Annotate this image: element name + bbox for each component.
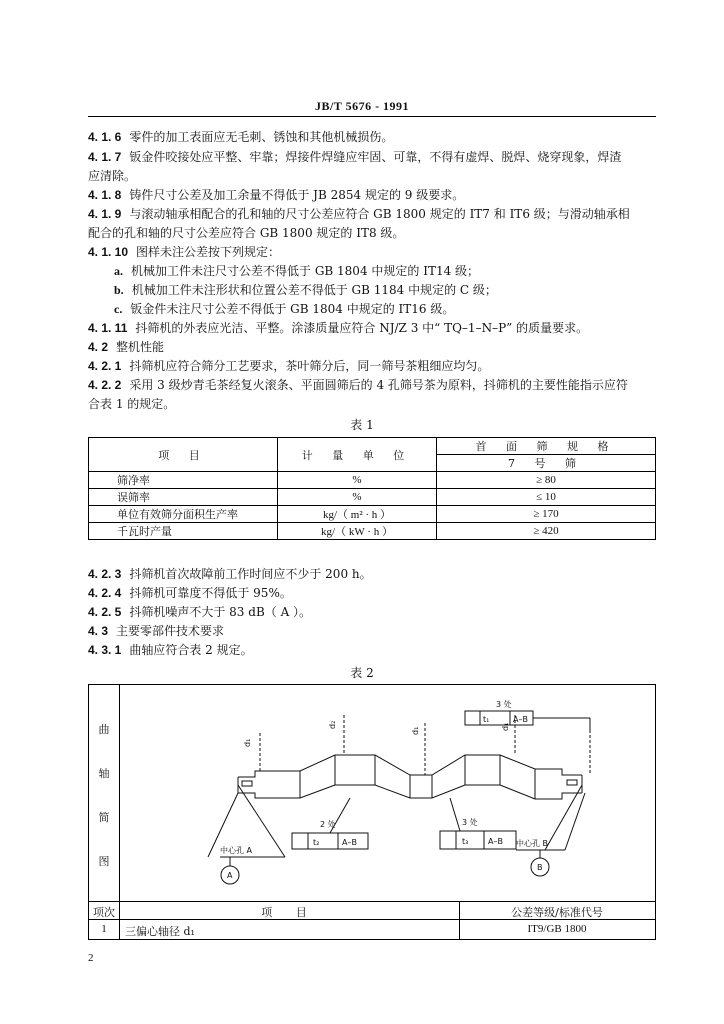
table2-side-label: 简 xyxy=(98,811,110,824)
clause-text: 曲轴应符合表 2 规定。 xyxy=(129,643,253,657)
table1-cell-item: 筛净率 xyxy=(89,472,278,489)
table2-cell-item: 三偏心轴径 d₁ xyxy=(125,925,195,938)
drawing-d1-mid: d₁ xyxy=(411,726,420,735)
item-text: 机械加工件未注尺寸公差不得低于 GB 1804 中规定的 IT14 级； xyxy=(131,264,480,278)
clause-4-1-6 xyxy=(88,128,658,148)
clause-number: 4. 1. 9 xyxy=(88,207,122,221)
table2-side-label: 图 xyxy=(98,855,110,868)
clause-text: 配合的孔和轴的尺寸公差应符合 GB 1800 规定的 IT8 级。 xyxy=(88,226,405,240)
clause-4-2-2 xyxy=(88,376,658,396)
item-text: 钣金件未注尺寸公差不得低于 GB 1804 中规定的 IT16 级。 xyxy=(130,302,455,316)
clause-4-1-10-b xyxy=(114,281,497,301)
table1-cell-unit: % xyxy=(278,472,437,489)
clause-heading: 主要零部件技术要求 xyxy=(116,624,225,638)
clause-text: 抖筛机首次故障前工作时间应不少于 200 h。 xyxy=(129,567,372,581)
clause-number: 4. 3 xyxy=(88,624,109,638)
table1-cell-unit: kg/（ m² · h ） xyxy=(278,506,437,523)
header-rule xyxy=(88,116,656,117)
tolerance-frame-mid xyxy=(440,831,516,849)
clause-text: 合表 1 的规定。 xyxy=(88,397,176,411)
clause-4-2-5 xyxy=(88,603,658,623)
clause-4-1-8 xyxy=(88,186,658,206)
clause-text: 抖筛机可靠度不得低于 95%。 xyxy=(129,586,292,600)
clause-4-2 xyxy=(88,338,658,358)
clause-text: 钣金件咬接处应平整、牢靠；焊接件焊缝应牢固、可靠，不得有虚焊、脱焊、烧穿现象，焊渣 xyxy=(129,150,622,164)
drawing-label-2loc: 2 处 xyxy=(320,820,336,829)
table1-cell-item: 误筛率 xyxy=(89,489,278,506)
table2-header-no: 项次 xyxy=(93,906,115,919)
drawing-datum-ab-mid: A–B xyxy=(488,837,503,846)
table1-header-sieve: 7 号 筛 xyxy=(437,455,656,472)
drawing-center-hole-b: 中心孔 B xyxy=(516,839,549,848)
table1 xyxy=(88,437,656,540)
document-header: JB/T 5676 - 1991 xyxy=(314,99,410,113)
drawing-tol-t3: t₃ xyxy=(462,837,469,846)
table1-cell-item: 千瓦时产量 xyxy=(89,523,278,540)
clause-text: 抖筛机应符合筛分工艺要求，茶叶筛分后，同一筛号茶粗细应均匀。 xyxy=(129,359,490,373)
clause-number: 4. 2. 5 xyxy=(88,605,122,619)
clause-number: 4. 1. 10 xyxy=(88,245,129,259)
drawing-datum-ab-top: A–B xyxy=(513,715,528,724)
clause-text: 铸件尺寸公差及加工余量不得低于 JB 2854 规定的 9 级要求。 xyxy=(129,188,465,202)
drawing-d1-right: d₁ xyxy=(501,722,510,731)
clause-4-2-4 xyxy=(88,584,658,604)
drawing-center-hole-a: 中心孔 A xyxy=(220,846,253,855)
clause-4-1-10-a xyxy=(114,262,479,282)
clause-4-1-7 xyxy=(88,148,658,168)
item-letter: b. xyxy=(114,283,124,297)
drawing-datum-ab-left: A–B xyxy=(342,838,357,847)
clause-text: 与滚动轴承相配合的孔和轴的尺寸公差应符合 GB 1800 规定的 IT7 和 IT6 级；与滑动轴承相 xyxy=(129,207,630,221)
clause-number: 4. 2. 4 xyxy=(88,586,122,600)
clause-number: 4. 1. 7 xyxy=(88,150,122,164)
clause-number: 4. 2. 3 xyxy=(88,567,122,581)
table1-cell-unit: kg/（ kW · h ） xyxy=(278,523,437,540)
table1-header-unit: 计 量 单 位 xyxy=(278,438,437,472)
clause-4-1-9 xyxy=(88,205,658,225)
clause-4-3-1 xyxy=(88,641,658,661)
drawing-tol-t2: t₂ xyxy=(313,838,320,847)
clause-text: 抖筛机的外表应光洁、平整。涂漆质量应符合 NJ/Z 3 中“ TQ–1–N–P” 的质量要求。 xyxy=(135,321,589,335)
table2-cell-no: 1 xyxy=(101,923,107,935)
table1-header-item: 项 目 xyxy=(89,438,278,472)
clause-4-2-3 xyxy=(88,565,658,585)
shaft-profile-top xyxy=(238,755,582,777)
clause-text: 零件的加工表面应无毛刺、锈蚀和其他机械损伤。 xyxy=(129,130,394,144)
table2-side-label: 轴 xyxy=(98,767,110,780)
table1-caption: 表 1 xyxy=(350,418,374,432)
clause-4-1-9-cont xyxy=(88,224,658,244)
clause-number: 4. 1. 6 xyxy=(88,130,122,144)
table2-cell-std: IT9/GB 1800 xyxy=(527,923,587,935)
clause-4-1-10 xyxy=(88,243,658,263)
table-row xyxy=(89,489,656,506)
clause-number: 4. 2. 2 xyxy=(88,378,122,392)
clause-text: 采用 3 级炒青毛茶经复火滚条、平面圆筛后的 4 孔筛号茶为原料，抖筛机的主要性能指示应符 xyxy=(129,378,628,392)
clause-text: 抖筛机噪声不大于 83 dB（ A ）。 xyxy=(129,605,312,619)
table2-rule xyxy=(89,901,655,902)
clause-number: 4. 2 xyxy=(88,340,109,354)
table2 xyxy=(88,684,656,940)
page-number: 2 xyxy=(88,952,94,964)
table1-cell-value: ≥ 80 xyxy=(437,472,656,489)
table1-cell-value: ≥ 420 xyxy=(437,523,656,540)
drawing-label-3loc-mid: 3 处 xyxy=(462,818,478,827)
clause-number: 4. 2. 1 xyxy=(88,359,122,373)
crankshaft-drawing xyxy=(120,685,654,900)
table-row xyxy=(89,506,656,523)
clause-text: 应清除。 xyxy=(88,169,137,183)
table1-cell-value: ≥ 170 xyxy=(437,506,656,523)
table1-cell-unit: % xyxy=(278,489,437,506)
clause-4-1-11 xyxy=(88,319,658,339)
clause-4-1-10-c xyxy=(114,300,454,320)
drawing-tol-t1: t₁ xyxy=(483,715,490,724)
table-row xyxy=(89,472,656,489)
clause-number: 4. 1. 11 xyxy=(88,321,128,335)
clause-4-2-1 xyxy=(88,357,658,377)
drawing-d1-left: d₁ xyxy=(243,738,252,747)
item-letter: a. xyxy=(114,264,123,278)
table1-cell-value: ≤ 10 xyxy=(437,489,656,506)
clause-4-3 xyxy=(88,622,658,642)
drawing-datum-b: B xyxy=(537,863,543,872)
table2-side-label: 曲 xyxy=(98,723,110,736)
table1-cell-item: 单位有效筛分面积生产率 xyxy=(89,506,278,523)
clause-4-1-7-cont xyxy=(88,167,658,187)
drawing-label-3loc-top: 3 处 xyxy=(496,700,512,709)
clause-number: 4. 1. 8 xyxy=(88,188,122,202)
table-row xyxy=(89,523,656,540)
table2-caption: 表 2 xyxy=(350,666,374,680)
table2-header-std: 公差等级/标准代号 xyxy=(511,906,603,919)
drawing-datum-a: A xyxy=(227,871,233,880)
drawing-d2: d₂ xyxy=(328,720,337,729)
item-letter: c. xyxy=(114,302,123,316)
item-text: 机械加工件未注形状和位置公差不得低于 GB 1184 中规定的 C 级； xyxy=(131,283,497,297)
table1-header-spec: 首 面 筛 规 格 xyxy=(437,438,656,455)
clause-4-2-2-cont xyxy=(88,395,658,415)
clause-heading: 整机性能 xyxy=(116,340,165,354)
table2-header-item: 项 目 xyxy=(261,906,317,919)
clause-number: 4. 3. 1 xyxy=(88,643,122,657)
clause-text: 图样未注公差按下列规定： xyxy=(136,245,281,259)
